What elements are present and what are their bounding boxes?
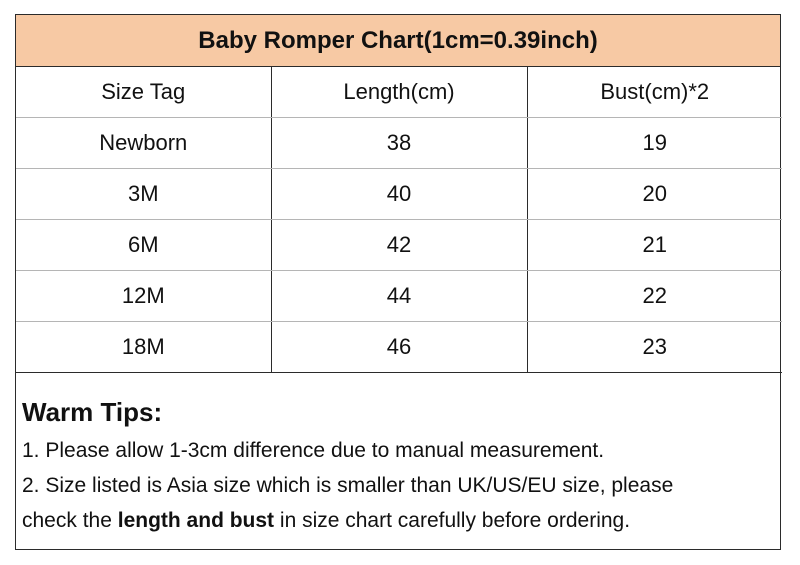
column-header-length: Length(cm) [271, 67, 527, 118]
tip-2-text-post: in size chart carefully before ordering. [274, 509, 631, 532]
table-row [16, 271, 782, 322]
table-row [16, 169, 782, 220]
column-header-bust: Bust(cm)*2 [527, 67, 782, 118]
size-tag-cell: Newborn [16, 118, 271, 169]
bust-cell: 20 [527, 169, 782, 220]
tip-2-text-pre: check the [22, 509, 118, 532]
size-table [16, 67, 782, 373]
bust-cell: 21 [527, 220, 782, 271]
size-tag-cell: 12M [16, 271, 271, 322]
bust-cell: 23 [527, 322, 782, 373]
table-row [16, 322, 782, 373]
tip-1: 1. Please allow 1-3cm difference due to manual measurement. [22, 439, 605, 462]
size-tag-cell: 3M [16, 169, 271, 220]
warm-tips-heading: Warm Tips: [22, 397, 163, 427]
bust-cell: 19 [527, 118, 782, 169]
length-cell: 42 [271, 220, 527, 271]
tip-2-emphasis: length and bust [117, 509, 275, 532]
size-chart [15, 14, 781, 550]
length-cell: 46 [271, 322, 527, 373]
size-tag-cell: 18M [16, 322, 271, 373]
bust-cell: 22 [527, 271, 782, 322]
column-header-size-tag: Size Tag [16, 67, 271, 118]
table-header-row [16, 67, 782, 118]
tip-2-line-2 [22, 503, 774, 538]
length-cell: 38 [271, 118, 527, 169]
table-row [16, 220, 782, 271]
length-cell: 40 [271, 169, 527, 220]
size-tag-cell: 6M [16, 220, 271, 271]
tip-2-line-1: 2. Size listed is Asia size which is smaller than UK/US/EU size, please [22, 474, 674, 497]
table-row [16, 118, 782, 169]
chart-title: Baby Romper Chart(1cm=0.39inch) [16, 15, 780, 67]
warm-tips [22, 395, 774, 538]
length-cell: 44 [271, 271, 527, 322]
